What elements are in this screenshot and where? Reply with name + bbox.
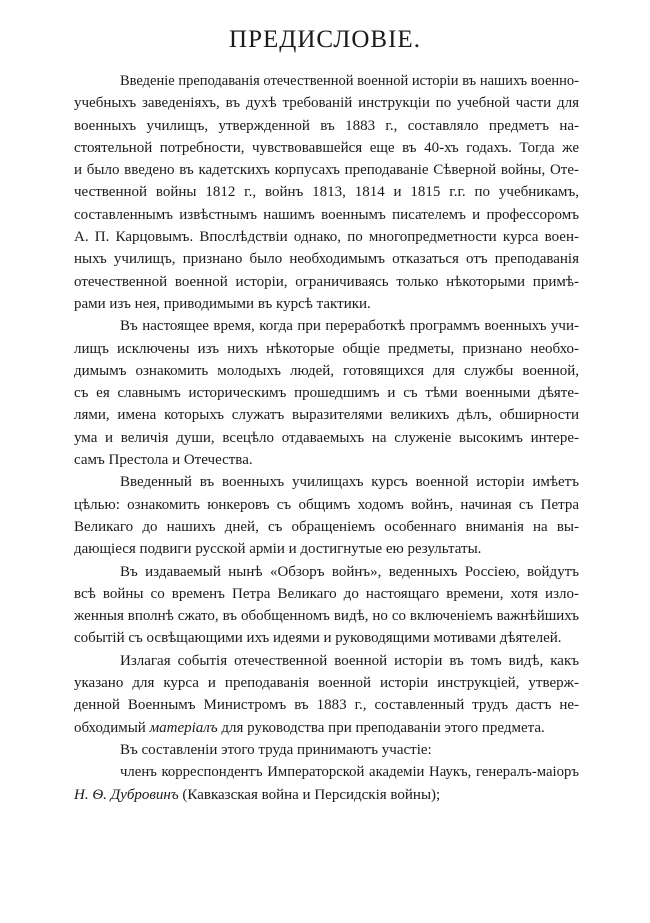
text-line: Въ настоящее время, когда при переработкѣ программъ военныхъ учи-	[120, 318, 579, 335]
text-line: женныя вполнѣ сжато, въ обобщенномъ видѣ, но со включеніемъ важнѣйшихъ	[74, 608, 579, 625]
text-line: съ ея славнымъ историческимъ прошедшимъ и съ тѣми военными дѣяте-	[74, 385, 579, 402]
text-line: Введеніе преподаванія отечественной военной исторіи въ нашихъ военно-	[120, 73, 579, 89]
text-line: лями, имена которыхъ служатъ выразителями великихъ дѣлъ, обширности	[74, 407, 579, 424]
text-line: стоятельной потребности, чувствовавшейся еще въ 40-хъ годахъ. Тогда же	[74, 139, 579, 156]
paragraph	[74, 315, 579, 471]
paragraph	[74, 471, 579, 560]
text-line: Въ издаваемый нынѣ «Обзоръ войнъ», веденныхъ Россіею, войдутъ	[120, 563, 579, 580]
text-line	[74, 717, 579, 739]
text-line: и было введено въ кадетскихъ корпусахъ преподаваніе Сѣверной войны, Оте-	[74, 162, 579, 179]
text-line: димымъ ознакомить молодыхъ людей, готовящихся для службы военной,	[74, 362, 579, 379]
paragraph	[74, 761, 579, 806]
text-line: дающіеся подвиги русской арміи и достигнутые ею результаты.	[74, 541, 482, 558]
text-line: указано для курса и преподаванія военной исторіи инструкціей, утверж-	[74, 675, 579, 692]
paragraph	[74, 650, 579, 739]
text-line: военныхъ училищъ, утвержденной въ 1883 г., составляло предметъ на-	[74, 117, 579, 134]
text-segment: обходимый	[74, 719, 150, 736]
text-line: цѣлью: ознакомить юнкеровъ съ общимъ ходомъ войнъ, начиная съ Петра	[74, 496, 579, 513]
italic-text: Н. Ѳ. Дубровинъ	[74, 786, 179, 803]
text-line: составленнымъ извѣстнымъ нашимъ военнымъ писателемъ и профессоромъ	[74, 206, 579, 223]
page-title: ПРЕДИСЛОВІЕ.	[229, 26, 421, 53]
text-line: членъ корреспондентъ Императорской академіи Наукъ, генералъ-маіоръ	[120, 764, 579, 781]
text-line: Въ составленіи этого труда принимаютъ участіе:	[120, 741, 432, 758]
text-line: самъ Престола и Отечества.	[74, 452, 253, 469]
text-line: рами изъ нея, приводимыми въ курсѣ тактики.	[74, 295, 371, 312]
document-body	[74, 70, 579, 806]
text-line: денной Военнымъ Министромъ въ 1883 г., составленный трудъ дастъ не-	[74, 697, 579, 714]
paragraph	[74, 561, 579, 650]
paragraph	[74, 739, 579, 761]
text-line: Излагая событія отечественной военной исторіи въ томъ видѣ, какъ	[120, 652, 579, 669]
text-line: А. П. Карцовымъ. Впослѣдствіи однако, по многопредметности курса воен-	[74, 229, 579, 246]
text-line: Введенный въ военныхъ училищахъ курсъ военной исторіи имѣетъ	[120, 474, 579, 491]
text-line: всѣ войны со временъ Петра Великаго до настоящаго времени, хотя изло-	[74, 585, 579, 602]
text-line: лищъ исключены изъ нихъ нѣкоторые общіе предметы, признано необхо-	[74, 340, 579, 357]
italic-text: матеріалъ	[149, 719, 218, 736]
text-line: отечественной военной исторіи, ограничиваясь только нѣкоторыми примѣ-	[74, 273, 579, 290]
text-line	[74, 784, 579, 806]
text-line: ума и величія души, всецѣло отдаваемыхъ на служеніе высокимъ интере-	[74, 429, 579, 446]
text-line: Великаго до нашихъ дней, съ обращеніемъ особеннаго вниманія на вы-	[74, 518, 579, 535]
text-segment: (Кавказская война и Персидскія войны);	[178, 786, 441, 803]
text-line: ныхъ училищъ, признано было необходимымъ отказаться отъ преподаванія	[74, 251, 579, 268]
text-segment: для руководства при преподаваніи этого предмета.	[217, 719, 545, 736]
paragraph	[74, 70, 579, 315]
text-line: событій съ освѣщающими ихъ идеями и руководящими мотивами дѣятелей.	[74, 630, 562, 647]
text-line: чественной войны 1812 г., войнъ 1813, 1814 и 1815 г.г. по учебникамъ,	[74, 184, 579, 201]
text-line: учебныхъ заведеніяхъ, въ духѣ требованій инструкціи по учебной части для	[74, 95, 579, 112]
